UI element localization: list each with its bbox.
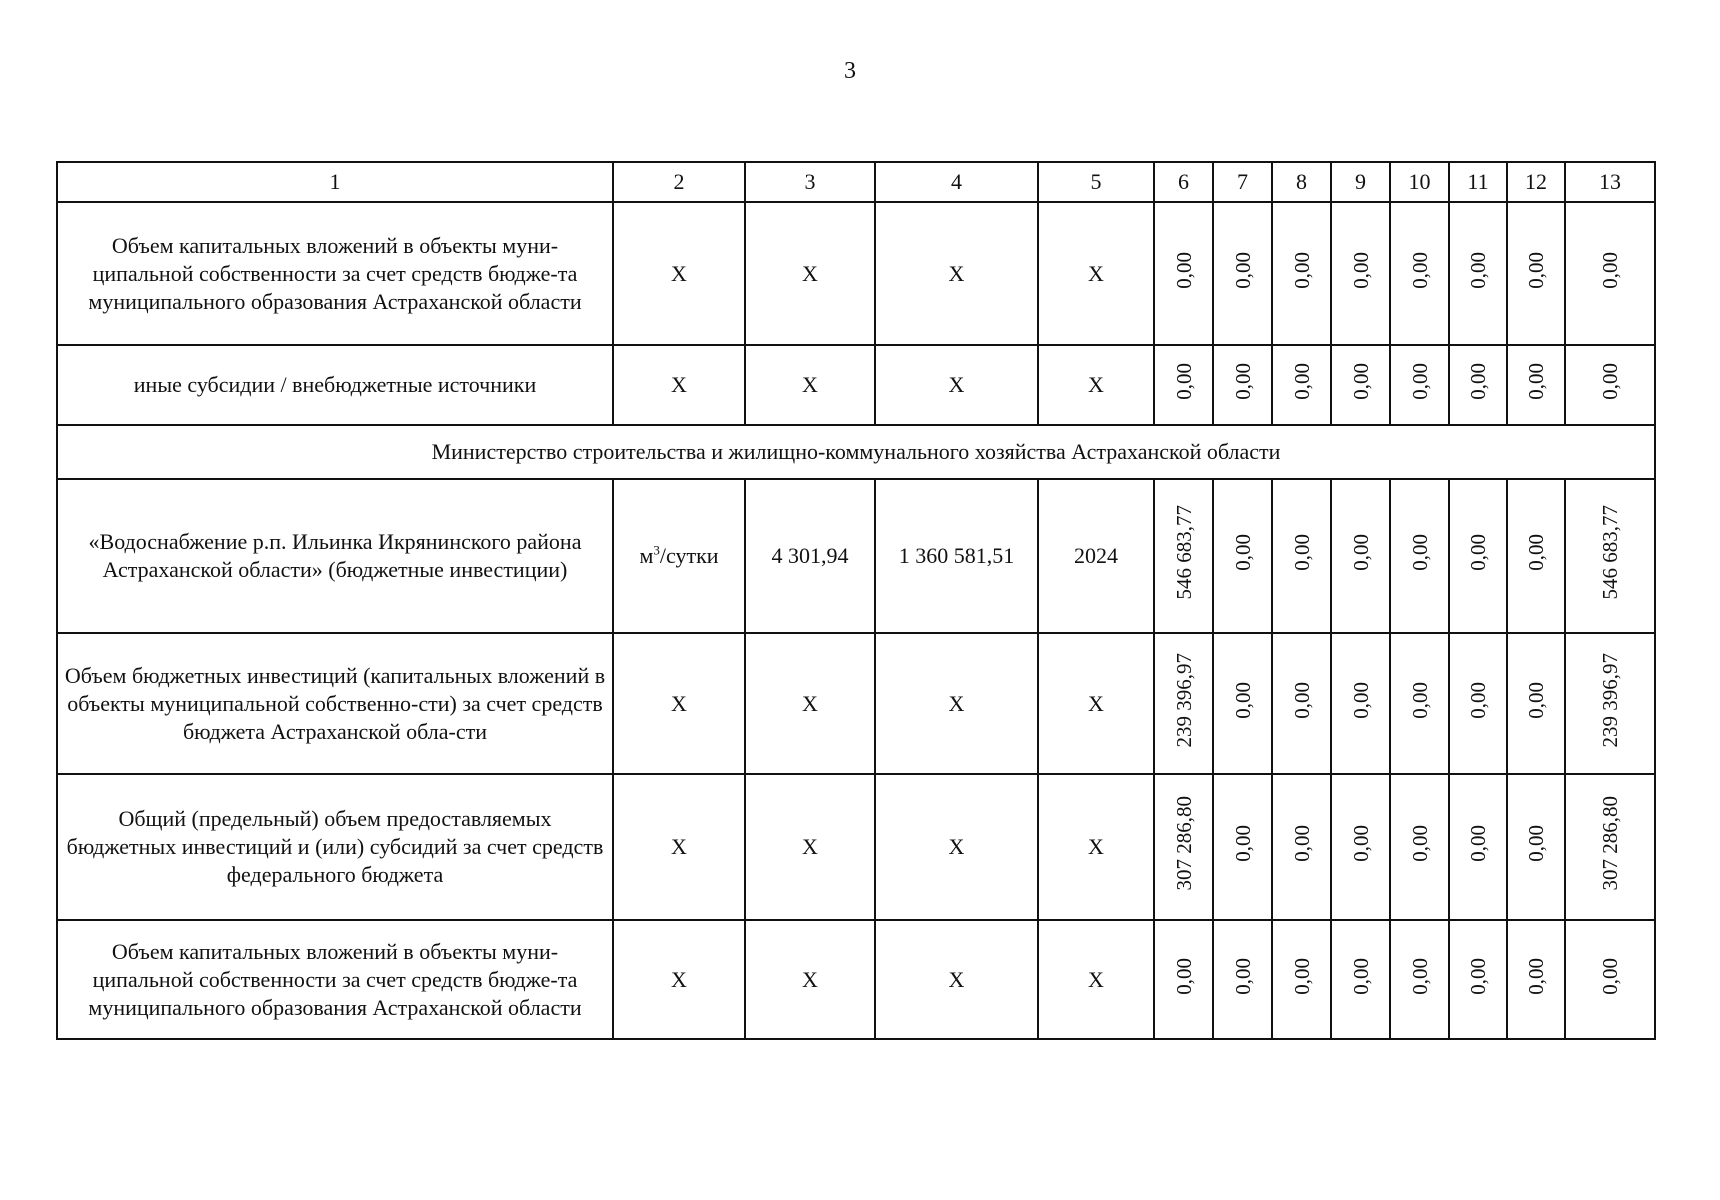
value-text: 0,00 [1524, 957, 1548, 995]
cell-value [1272, 633, 1331, 774]
cell-value [1449, 633, 1507, 774]
value-text: 0,00 [1230, 681, 1255, 719]
cell-cost: X [875, 633, 1038, 774]
cell-value [1154, 202, 1213, 345]
cell-value [1272, 345, 1331, 425]
cell-value [1565, 479, 1655, 633]
value-text: 546 683,77 [1598, 505, 1622, 600]
cell-value [1449, 479, 1507, 633]
value-text: 0,00 [1171, 957, 1196, 995]
cell-unit [613, 479, 745, 633]
cell-value [1449, 202, 1507, 345]
value-text: 0,00 [1348, 825, 1373, 862]
cell-capacity: X [745, 202, 875, 345]
table-row [57, 633, 1655, 774]
cell-value [1154, 345, 1213, 425]
column-header: 8 [1272, 162, 1331, 202]
value-text: 0,00 [1348, 681, 1373, 719]
cell-value [1154, 479, 1213, 633]
value-text: 0,00 [1407, 825, 1432, 862]
value-text: 0,00 [1289, 681, 1314, 719]
column-header: 9 [1331, 162, 1390, 202]
value-text: 0,00 [1230, 363, 1255, 400]
cell-value [1390, 774, 1449, 920]
value-text: 0,00 [1466, 251, 1490, 289]
column-header: 5 [1038, 162, 1154, 202]
cell-value [1507, 479, 1565, 633]
value-text: 0,00 [1348, 363, 1373, 400]
value-text: 239 396,97 [1598, 652, 1622, 748]
value-text: 307 286,80 [1598, 796, 1622, 891]
table-row [57, 920, 1655, 1039]
cell-value [1154, 920, 1213, 1039]
cell-value [1154, 633, 1213, 774]
value-text: 0,00 [1230, 534, 1255, 571]
cell-value [1213, 633, 1272, 774]
cell-capacity: X [745, 633, 875, 774]
row-description: Общий (предельный) объем предоставляемых бюджетных инвестиций и (или) субсидий за счет средств федерального бюджета [57, 774, 613, 920]
cell-value [1507, 774, 1565, 920]
cell-value [1507, 345, 1565, 425]
value-text: 0,00 [1407, 251, 1432, 289]
cell-value [1449, 345, 1507, 425]
cell-value [1331, 774, 1390, 920]
value-text: 0,00 [1598, 957, 1622, 995]
cell-year: X [1038, 202, 1154, 345]
cell-value [1331, 920, 1390, 1039]
cell-unit: X [613, 920, 745, 1039]
value-text: 0,00 [1466, 825, 1490, 862]
cell-capacity: 4 301,94 [745, 479, 875, 633]
value-text: 0,00 [1348, 534, 1373, 571]
value-text: 0,00 [1289, 251, 1314, 289]
value-text: 307 286,80 [1171, 796, 1196, 891]
cell-value [1331, 202, 1390, 345]
cell-value [1390, 633, 1449, 774]
table-header-row [57, 162, 1655, 202]
value-text: 0,00 [1289, 957, 1314, 995]
cell-value [1449, 920, 1507, 1039]
value-text: 0,00 [1407, 957, 1432, 995]
budget-table [56, 161, 1656, 1040]
cell-value [1390, 202, 1449, 345]
cell-value [1390, 345, 1449, 425]
cell-unit: X [613, 345, 745, 425]
cell-cost: X [875, 345, 1038, 425]
row-description: Объем капитальных вложений в объекты муни-ципальной собственности за счет средств бюдже-та муниципального образования Астраханской области [57, 920, 613, 1039]
cell-value [1507, 633, 1565, 774]
cell-unit: X [613, 202, 745, 345]
value-text: 0,00 [1524, 681, 1548, 719]
cell-cost: 1 360 581,51 [875, 479, 1038, 633]
cell-value [1272, 920, 1331, 1039]
cell-value [1272, 202, 1331, 345]
column-header: 2 [613, 162, 745, 202]
value-text: 0,00 [1289, 825, 1314, 862]
column-header: 4 [875, 162, 1038, 202]
cell-value [1390, 920, 1449, 1039]
value-text: 0,00 [1598, 251, 1622, 289]
column-header: 6 [1154, 162, 1213, 202]
unit-rest: /сутки [659, 543, 719, 568]
cell-value [1213, 202, 1272, 345]
cell-value [1565, 345, 1655, 425]
column-header: 1 [57, 162, 613, 202]
cell-value [1390, 479, 1449, 633]
cell-value [1507, 202, 1565, 345]
unit-base: м [639, 543, 654, 568]
cell-value [1272, 479, 1331, 633]
column-header: 10 [1390, 162, 1449, 202]
column-header: 12 [1507, 162, 1565, 202]
value-text: 0,00 [1524, 825, 1548, 862]
value-text: 0,00 [1524, 534, 1548, 571]
row-description: Объем бюджетных инвестиций (капитальных вложений в объекты муниципальной собственно-сти) за счет средств бюджета Астраханской обла-сти [57, 633, 613, 774]
value-text: 0,00 [1524, 251, 1548, 289]
cell-unit: X [613, 633, 745, 774]
column-header: 13 [1565, 162, 1655, 202]
value-text: 0,00 [1407, 363, 1432, 400]
column-header: 11 [1449, 162, 1507, 202]
value-text: 0,00 [1230, 957, 1255, 995]
table-row [57, 345, 1655, 425]
value-text: 0,00 [1466, 957, 1490, 995]
cell-value [1213, 774, 1272, 920]
value-text: 0,00 [1466, 681, 1490, 719]
value-text: 0,00 [1348, 957, 1373, 995]
cell-value [1154, 774, 1213, 920]
cell-capacity: X [745, 920, 875, 1039]
cell-year: X [1038, 774, 1154, 920]
value-text: 0,00 [1348, 251, 1373, 289]
cell-value [1565, 920, 1655, 1039]
value-text: 0,00 [1289, 534, 1314, 571]
value-text: 0,00 [1171, 251, 1196, 289]
value-text: 0,00 [1230, 825, 1255, 862]
value-text: 0,00 [1466, 534, 1490, 571]
cell-value [1565, 774, 1655, 920]
value-text: 239 396,97 [1171, 652, 1196, 748]
cell-value [1507, 920, 1565, 1039]
cell-cost: X [875, 920, 1038, 1039]
cell-year: X [1038, 345, 1154, 425]
cell-value [1331, 633, 1390, 774]
cell-value [1565, 633, 1655, 774]
row-description: иные субсидии / внебюджетные источники [57, 345, 613, 425]
value-text: 546 683,77 [1171, 505, 1196, 600]
cell-unit: X [613, 774, 745, 920]
cell-cost: X [875, 774, 1038, 920]
value-text: 0,00 [1171, 363, 1196, 400]
cell-value [1331, 479, 1390, 633]
cell-value [1213, 920, 1272, 1039]
column-header: 7 [1213, 162, 1272, 202]
cell-year: X [1038, 920, 1154, 1039]
cell-year: 2024 [1038, 479, 1154, 633]
table-row [57, 479, 1655, 633]
cell-value [1449, 774, 1507, 920]
section-title: Министерство строительства и жилищно-коммунального хозяйства Астраханской области [57, 425, 1655, 479]
value-text: 0,00 [1407, 681, 1432, 719]
value-text: 0,00 [1407, 534, 1432, 571]
section-row [57, 425, 1655, 479]
cell-value [1213, 479, 1272, 633]
cell-cost: X [875, 202, 1038, 345]
row-description: Объем капитальных вложений в объекты муни-ципальной собственности за счет средств бюдже-та муниципального образования Астраханской области [57, 202, 613, 345]
table-row [57, 774, 1655, 920]
cell-year: X [1038, 633, 1154, 774]
unit-superscript: 3 [653, 542, 660, 558]
row-description: «Водоснабжение р.п. Ильинка Икрянинского района Астраханской области» (бюджетные инвестиции) [57, 479, 613, 633]
cell-capacity: X [745, 774, 875, 920]
table-row [57, 202, 1655, 345]
cell-value [1272, 774, 1331, 920]
value-text: 0,00 [1598, 363, 1622, 400]
value-text: 0,00 [1524, 363, 1548, 400]
cell-value [1565, 202, 1655, 345]
value-text: 0,00 [1466, 363, 1490, 400]
cell-value [1213, 345, 1272, 425]
page-number: 3 [844, 58, 856, 84]
value-text: 0,00 [1289, 363, 1314, 400]
value-text: 0,00 [1230, 251, 1255, 289]
cell-value [1331, 345, 1390, 425]
cell-capacity: X [745, 345, 875, 425]
column-header: 3 [745, 162, 875, 202]
